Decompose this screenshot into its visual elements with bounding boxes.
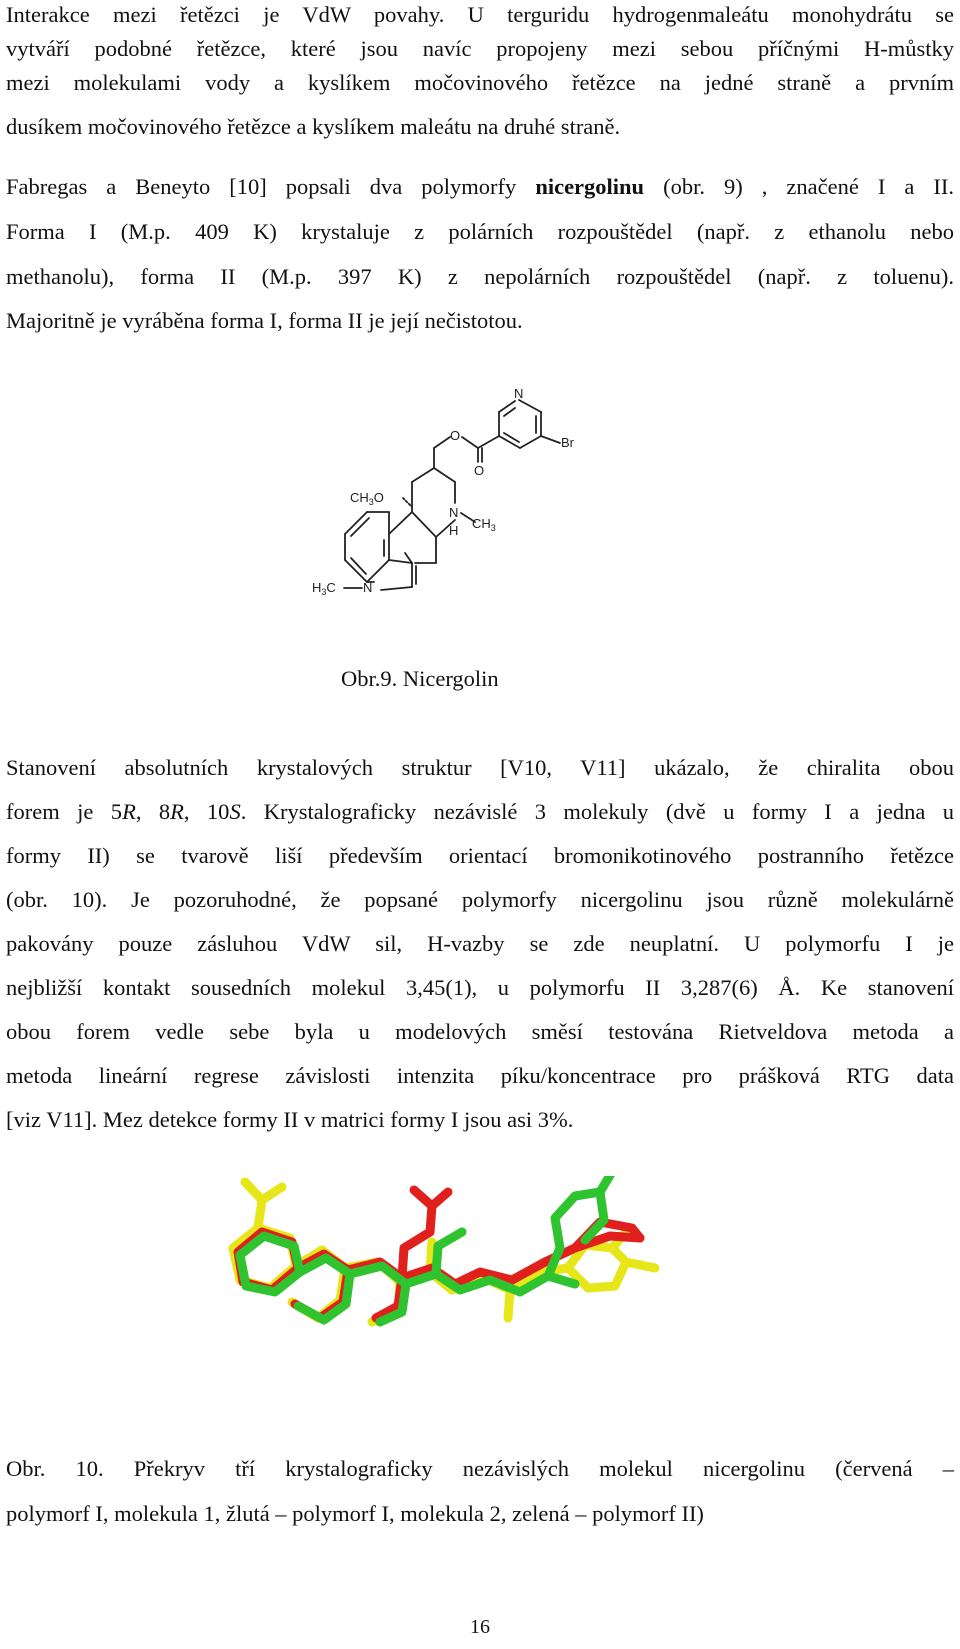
paragraph-2-line-4: Majoritně je vyráběna forma I, forma II je její nečistotou. bbox=[6, 308, 523, 333]
text-segment: . Krystalograficky nezávislé 3 molekuly (dvě u formy I a jedna u bbox=[240, 799, 955, 824]
stereo-descriptor: R bbox=[122, 799, 136, 824]
paragraph-3-line-5: pakovány pouze zásluhou VdW sil, H-vazby se zde neuplatní. U polymorfu I je bbox=[6, 931, 954, 956]
subscript: 3 bbox=[368, 497, 374, 507]
atom-label: C bbox=[326, 580, 336, 595]
paragraph-2-line-1 bbox=[6, 172, 954, 202]
paragraph-3-line-3: formy II) se tvarově liší především orientací bromonikotinového postranního řetězce bbox=[6, 843, 954, 868]
paragraph-3-line-9: [viz V11]. Mez detekce formy II v matrici formy I jsou asi 3%. bbox=[6, 1107, 574, 1132]
figure-10-caption-line-2: polymorf I, molekula 1, žlutá – polymorf I, molekula 2, zelená – polymorf II) bbox=[6, 1501, 704, 1526]
text-segment: forem je 5 bbox=[6, 799, 123, 824]
paragraph-3-line-4: (obr. 10). Je pozoruhodné, že popsané polymorfy nicergolinu jsou různě molekulárně bbox=[6, 887, 954, 912]
stereo-descriptor: R bbox=[170, 799, 184, 824]
atom-label: O bbox=[450, 428, 461, 443]
atom-label: N bbox=[363, 580, 373, 595]
text-segment: Fabregas a Beneyto [10] popsali dva polymorfy bbox=[6, 174, 536, 199]
figure-10-caption-line-1: Obr. 10. Překryv tří krystalograficky nezávislých molekul nicergolinu (červená – bbox=[6, 1456, 954, 1481]
nicergolin-structure-figure bbox=[300, 378, 600, 608]
atom-label: N bbox=[449, 505, 459, 520]
atom-label: Br bbox=[561, 435, 574, 450]
paragraph-1-line-3: mezi molekulami vody a kyslíkem močovinového řetězce na jedné straně a prvním bbox=[6, 70, 954, 95]
text-segment: , 8 bbox=[135, 799, 171, 824]
paragraph-3-line-8: metoda lineární regrese závislosti intenzita píku/koncentrace pro prášková RTG data bbox=[6, 1063, 954, 1088]
paragraph-3-line-7: obou forem vedle sebe byla u modelových směsí testována Rietveldova metoda a bbox=[6, 1019, 954, 1044]
paragraph-1-line-1: Interakce mezi řetězci je VdW povahy. U terguridu hydrogenmaleátu monohydrátu se bbox=[6, 2, 954, 27]
paragraph-2-line-2: Forma I (M.p. 409 K) krystaluje z polárních rozpouštědel (např. z ethanolu nebo bbox=[6, 219, 954, 244]
subscript: 3 bbox=[490, 523, 496, 533]
n-methyl-label bbox=[312, 580, 336, 597]
atom-label: H bbox=[312, 580, 322, 595]
atom-label: CH bbox=[350, 490, 369, 505]
figure-9-caption: Obr.9. Nicergolin bbox=[341, 666, 499, 691]
paragraph-3-line-1: Stanovení absolutních krystalových struktur [V10, V11] ukázalo, že chiralita obou bbox=[6, 755, 954, 780]
paragraph-1-line-4: dusíkem močovinového řetězce a kyslíkem maleátu na druhé straně. bbox=[6, 114, 621, 139]
atom-label: N bbox=[514, 386, 524, 401]
stereo-descriptor: S bbox=[229, 799, 241, 824]
paragraph-3-line-6: nejbližší kontakt sousedních molekul 3,45(1), u polymorfu II 3,287(6) Å. Ke stanovení bbox=[6, 975, 954, 1000]
atom-label: H bbox=[449, 523, 459, 538]
paragraph-2-line-3: methanolu), forma II (M.p. 397 K) z nepolárních rozpouštědel (např. z toluenu). bbox=[6, 264, 954, 289]
atom-label: O bbox=[373, 490, 384, 505]
page-number: 16 bbox=[470, 1616, 490, 1638]
subscript: 3 bbox=[321, 587, 327, 597]
methyl-label bbox=[472, 516, 496, 533]
text-segment: , 10 bbox=[183, 799, 230, 824]
paragraph-3-line-2 bbox=[6, 797, 954, 827]
atom-label: O bbox=[474, 463, 485, 478]
bold-term-nicergolin: nicergolinu bbox=[535, 174, 645, 199]
text-segment: (obr. 9) , značené I a II. bbox=[644, 174, 954, 199]
paragraph-1-line-2: vytváří podobné řetězce, které jsou navíc propojeny mezi sebou příčnými H-můstky bbox=[6, 36, 954, 61]
atom-label: CH bbox=[472, 516, 491, 531]
molecule-overlay-figure bbox=[218, 1176, 688, 1406]
methoxy-label bbox=[350, 490, 384, 507]
